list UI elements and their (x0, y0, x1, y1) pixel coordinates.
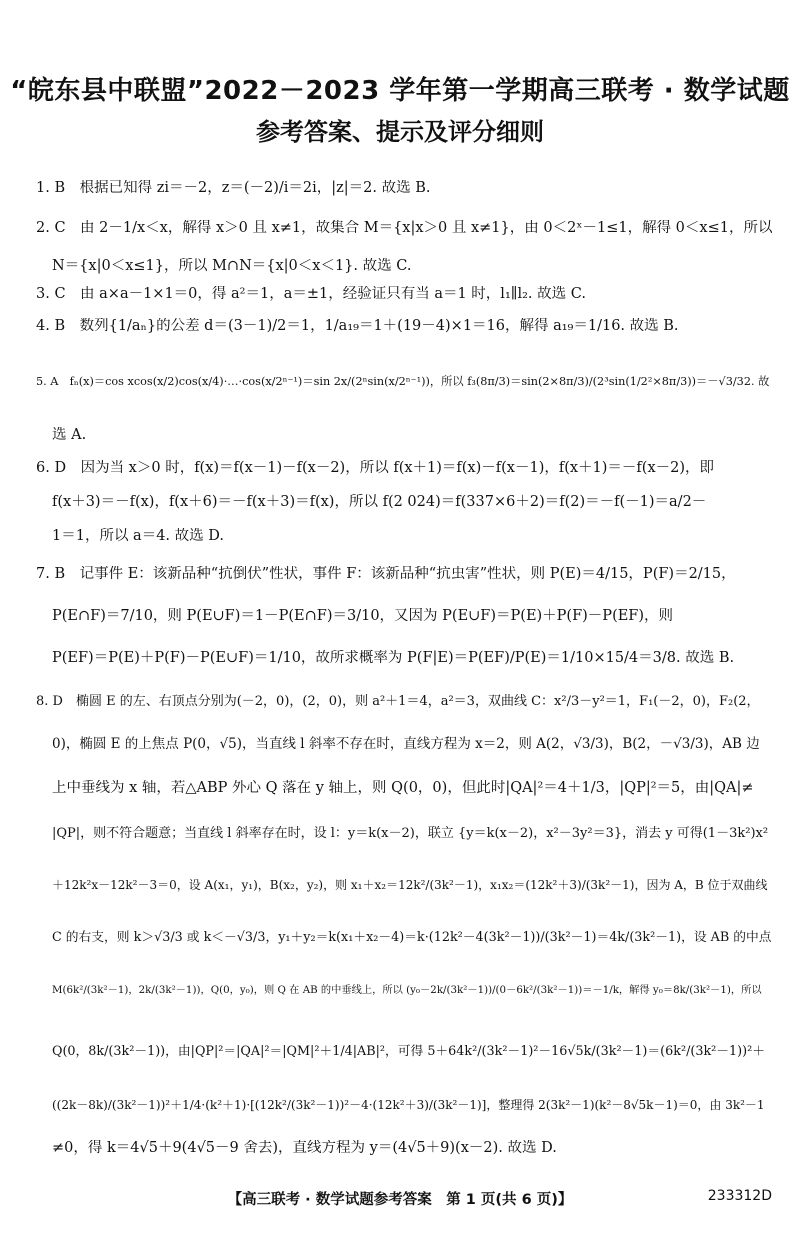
answer-8-line-3: 上中垂线为 x 轴，若△ABP 外心 Q 落在 y 轴上，则 Q(0，0)，但此时|QA|²＝4＋1/3，|QP|²＝5，由|QA|≠ (52, 780, 754, 796)
answer-6-line: 6. D 因为当 x＞0 时，f(x)＝f(x－1)－f(x－2)，所以 f(x＋1)＝f(x)－f(x－1)，f(x＋1)＝－f(x－2)，即 (36, 460, 715, 476)
answer-8-line-7: M(6k²/(3k²－1)，2k/(3k²－1))，Q(0，y₀)，则 Q 在 AB 的中垂线上，所以 (y₀－2k/(3k²－1))/(0－6k²/(3k²－1))＝－1/k，解得 y₀＝8k/(3k²－1)，所以 (52, 984, 762, 996)
answer-6-line-3: 1＝1，所以 a＝4. 故选 D. (52, 528, 224, 544)
answer-7-line-2: P(E∩F)＝7/10，则 P(E∪F)＝1－P(E∩F)＝3/10，又因为 P(E∪F)＝P(E)＋P(F)－P(EF)，则 (52, 608, 674, 624)
answer-2-line: 2. C 由 2－1/x＜x，解得 x＞0 且 x≠1，故集合 M＝{x|x＞0 且 x≠1}，由 0＜2ˣ－1≤1，解得 0＜x≤1，所以 (36, 220, 772, 236)
answer-3-line: 3. C 由 a×a－1×1＝0，得 a²＝1，a＝±1，经验证只有当 a＝1 时，l₁∥l₂. 故选 C. (36, 286, 586, 302)
answer-7-line-3: P(EF)＝P(E)＋P(F)－P(E∪F)＝1/10，故所求概率为 P(F|E)＝P(EF)/P(E)＝1/10×15/4＝3/8. 故选 B. (52, 650, 735, 666)
answer-4-line: 4. B 数列{1/aₙ}的公差 d＝(3－1)/2＝1，1/a₁₉＝1＋(19－4)×1＝16，解得 a₁₉＝1/16. 故选 B. (36, 318, 679, 334)
answer-8-line-6: C 的右支，则 k＞√3/3 或 k＜－√3/3，y₁＋y₂＝k(x₁＋x₂－4)＝k·(12k²－4(3k²－1))/(3k²－1)＝4k/(3k²－1)，设 AB 的中点 (52, 930, 772, 945)
answer-8-line-5: ＋12k²x－12k²－3＝0，设 A(x₁，y₁)，B(x₂，y₂)，则 x₁＋x₂＝12k²/(3k²－1)，x₁x₂＝(12k²＋3)/(3k²－1)，因为 A，B 位于双曲线 (52, 878, 768, 892)
answer-5-line: 5. A fₙ(x)＝cos xcos(x/2)cos(x/4)·…·cos(x/2ⁿ⁻¹)＝sin 2x/(2ⁿsin(x/2ⁿ⁻¹))，所以 f₃(8π/3)＝sin(2×8π/3)/(2³sin(1/2²×8π/3))＝－√3/32. 故 (36, 375, 770, 388)
answer-6-line-2: f(x＋3)＝－f(x)，f(x＋6)＝－f(x＋3)＝f(x)，所以 f(2 024)＝f(337×6＋2)＝f(2)＝－f(－1)＝a/2－ (52, 494, 707, 510)
page-subtitle: 参考答案、提示及评分细则 (256, 118, 544, 146)
page-title: “皖东县中联盟”2022－2023 学年第一学期高三联考 · 数学试题 (10, 76, 790, 106)
answer-5-line-2: 选 A. (52, 427, 87, 443)
answer-7-line: 7. B 记事件 E：该新品种“抗倒伏”性状，事件 F：该新品种“抗虫害”性状，则 P(E)＝4/15，P(F)＝2/15， (36, 566, 736, 582)
answer-8-line-10: ≠0，得 k＝4√5＋9(4√5－9 舍去)，直线方程为 y＝(4√5＋9)(x－2). 故选 D. (52, 1140, 557, 1156)
page-footer: 【高三联考 · 数学试题参考答案 第 1 页(共 6 页)】 (227, 1192, 573, 1208)
answer-8-line-2: 0)，椭圆 E 的上焦点 P(0，√5)，当直线 l 斜率不存在时，直线方程为 x＝2，则 A(2，√3/3)，B(2，－√3/3)，AB 边 (52, 736, 760, 752)
answer-1-line: 1. B 根据已知得 zi＝－2，z＝(－2)/i＝2i，|z|＝2. 故选 B. (36, 180, 431, 196)
answer-8-line-4: |QP|，则不符合题意；当直线 l 斜率存在时，设 l：y＝k(x－2)，联立 {y＝k(x－2)，x²－3y²＝3}，消去 y 可得(1－3k²)x² (52, 826, 769, 841)
answer-8-line-8: Q(0，8k/(3k²－1))，由|QP|²＝|QA|²＝|QM|²＋1/4|AB|²，可得 5＋64k²/(3k²－1)²－16√5k/(3k²－1)＝(6k²/(3k²－1))²＋ (52, 1044, 765, 1059)
answer-2-line-2: N＝{x|0＜x≤1}，所以 M∩N＝{x|0＜x＜1}. 故选 C. (52, 258, 412, 274)
document-code: 233312D (707, 1188, 772, 1204)
answer-8-line: 8. D 椭圆 E 的左、右顶点分别为(－2，0)，(2，0)，则 a²＋1＝4，a²＝3，双曲线 C：x²/3－y²＝1，F₁(－2，0)，F₂(2， (36, 694, 760, 709)
answer-8-line-9: ((2k－8k)/(3k²－1))²＋1/4·(k²＋1)·[(12k²/(3k²－1))²－4·(12k²＋3)/(3k²－1)]，整理得 2(3k²－1)(k²－8√5k－1)＝0，由 3k²－1 (52, 1098, 765, 1112)
